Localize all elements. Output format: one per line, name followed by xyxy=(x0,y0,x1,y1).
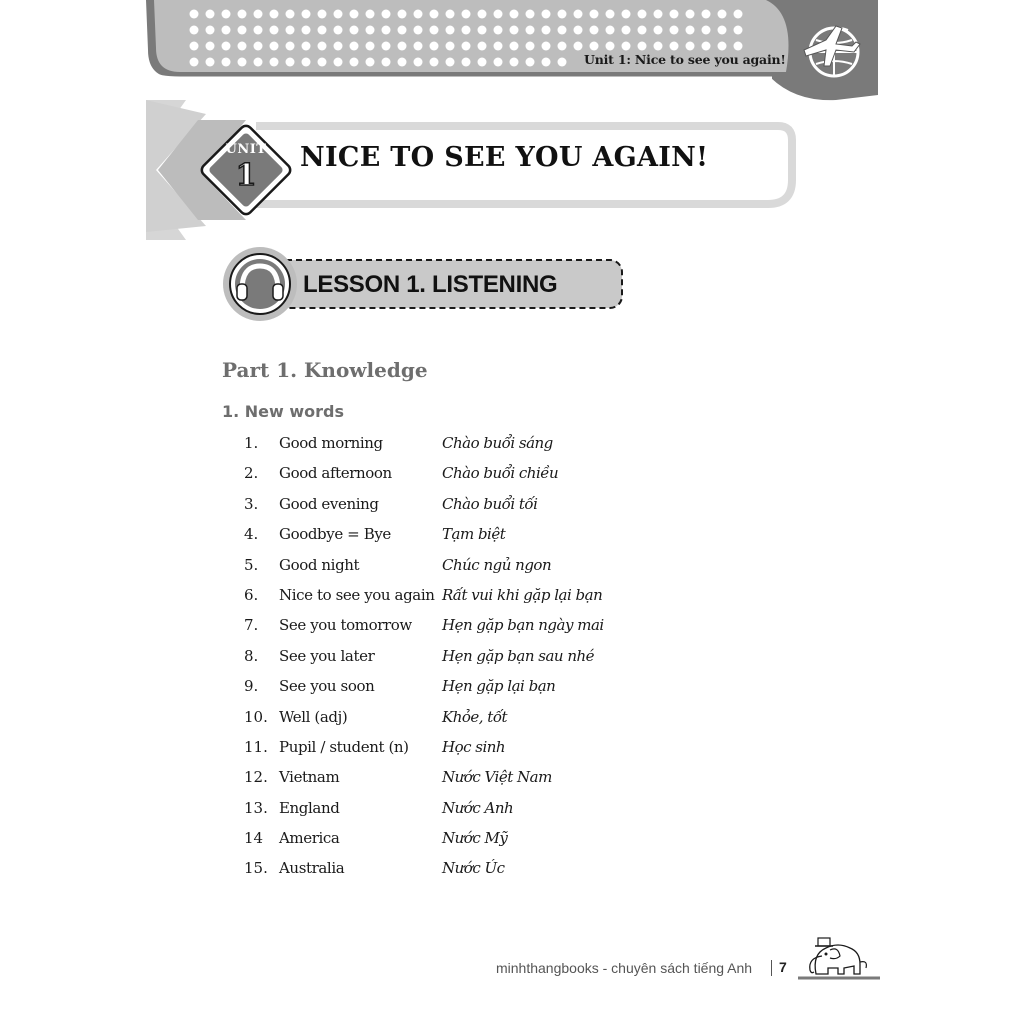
list-item xyxy=(244,582,704,612)
english-term: See you later xyxy=(279,646,375,665)
vietnamese-meaning: Chào buổi chiều xyxy=(442,464,559,483)
item-number: 13. xyxy=(244,798,268,817)
vietnamese-meaning: Chúc ngủ ngon xyxy=(442,555,552,574)
list-item xyxy=(244,612,704,642)
list-item xyxy=(244,521,704,551)
item-number: 14 xyxy=(244,829,264,848)
elephant-mascot-icon xyxy=(798,934,880,980)
item-number: 12. xyxy=(244,768,268,787)
book-page xyxy=(146,0,878,1024)
section-heading: 1. New words xyxy=(222,402,345,421)
english-term: Good night xyxy=(279,555,360,574)
list-item xyxy=(244,734,704,764)
vietnamese-meaning: Hẹn gặp bạn sau nhé xyxy=(442,646,595,665)
english-term: See you soon xyxy=(279,677,375,696)
list-item xyxy=(244,704,704,734)
list-item xyxy=(244,673,704,703)
globe-with-airplane-icon xyxy=(796,16,866,80)
list-item xyxy=(244,552,704,582)
vietnamese-meaning: Chào buổi tối xyxy=(442,494,538,513)
vietnamese-meaning: Nước Anh xyxy=(442,798,514,817)
item-number: 5. xyxy=(244,555,259,574)
running-header-unit-title: Unit 1: Nice to see you again! xyxy=(584,52,786,67)
english-term: Goodbye = Bye xyxy=(279,525,391,544)
english-term: Good morning xyxy=(279,434,383,452)
item-number: 11. xyxy=(244,737,268,756)
english-term: Good evening xyxy=(279,494,379,513)
english-term: Australia xyxy=(279,859,345,878)
item-number: 8. xyxy=(244,646,259,665)
list-item xyxy=(244,855,704,885)
list-item xyxy=(244,825,704,855)
english-term: See you tomorrow xyxy=(279,616,412,635)
english-term: Pupil / student (n) xyxy=(279,737,409,756)
vietnamese-meaning: Nước Úc xyxy=(442,859,505,878)
page-number: 7 xyxy=(779,959,787,975)
english-term: England xyxy=(279,798,340,817)
list-item xyxy=(244,491,704,521)
item-number: 3. xyxy=(244,494,259,513)
unit-title: NICE TO SEE YOU AGAIN! xyxy=(300,142,709,173)
english-term: Good afternoon xyxy=(279,464,392,483)
english-term: Nice to see you again xyxy=(279,585,435,604)
lesson-title: LESSON 1. LISTENING xyxy=(303,271,558,298)
item-number: 1. xyxy=(244,434,259,452)
list-item xyxy=(244,643,704,673)
vietnamese-meaning: Nước Việt Nam xyxy=(442,768,552,787)
list-item xyxy=(244,795,704,825)
vietnamese-meaning: Tạm biệt xyxy=(442,525,506,544)
vietnamese-meaning: Hẹn gặp lại bạn xyxy=(442,677,556,696)
vietnamese-meaning: Hẹn gặp bạn ngày mai xyxy=(442,616,604,635)
item-number: 4. xyxy=(244,525,259,544)
vocabulary-list xyxy=(244,430,704,886)
list-item xyxy=(244,460,704,490)
vietnamese-meaning: Nước Mỹ xyxy=(442,829,508,848)
english-term: America xyxy=(279,829,340,848)
vietnamese-meaning: Khỏe, tốt xyxy=(442,707,508,726)
english-term: Vietnam xyxy=(279,768,340,787)
footer-divider xyxy=(771,960,772,976)
vietnamese-meaning: Chào buổi sáng xyxy=(442,434,553,452)
item-number: 10. xyxy=(244,707,268,726)
unit-label: UNIT xyxy=(225,142,267,157)
vietnamese-meaning: Rất vui khi gặp lại bạn xyxy=(442,585,603,604)
item-number: 7. xyxy=(244,616,259,635)
item-number: 6. xyxy=(244,585,259,604)
list-item xyxy=(244,764,704,794)
unit-number: 1 xyxy=(235,158,257,193)
english-term: Well (adj) xyxy=(279,707,348,726)
vietnamese-meaning: Học sinh xyxy=(442,737,506,756)
item-number: 2. xyxy=(244,464,259,483)
item-number: 9. xyxy=(244,677,259,696)
footer-publisher: minhthangbooks - chuyên sách tiếng Anh xyxy=(496,960,753,976)
item-number: 15. xyxy=(244,859,268,878)
part-heading: Part 1. Knowledge xyxy=(222,358,428,382)
list-item xyxy=(244,430,704,460)
